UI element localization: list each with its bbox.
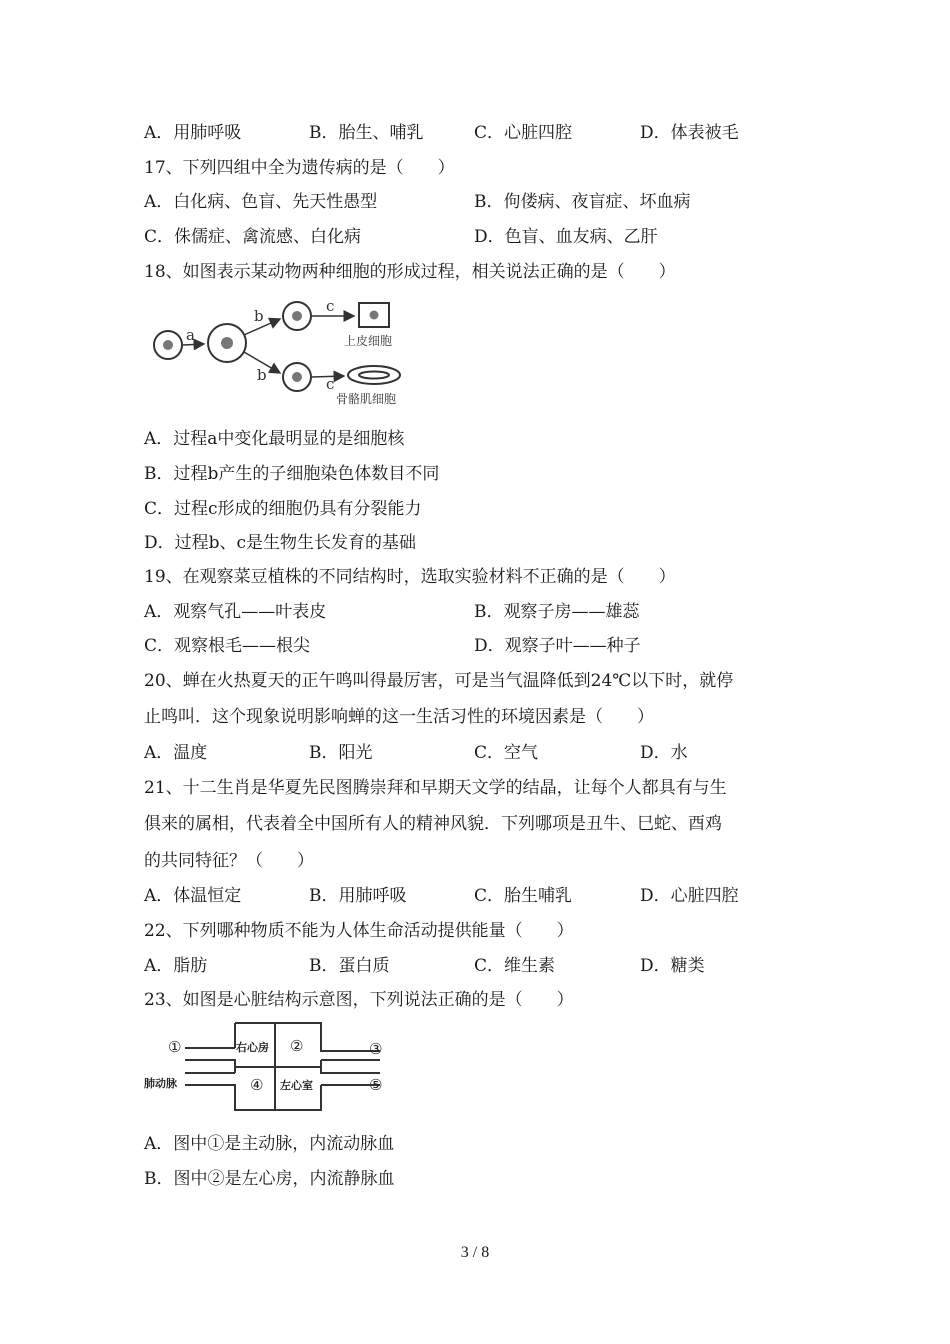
- label-pulmonary-artery: 肺动脉: [144, 1077, 177, 1090]
- q21-option-c: C．胎生哺乳: [474, 886, 573, 906]
- q23-option-b: B．图中②是左心房，内流静脉血: [144, 1169, 395, 1189]
- q17-option-b: B．佝偻病、夜盲症、坏血病: [474, 192, 691, 212]
- q21-stem-line3: 的共同特征？（ ）: [144, 851, 314, 871]
- q18-option-a: A．过程a中变化最明显的是细胞核: [144, 429, 405, 449]
- q18-option-d: D．过程b、c是生物生长发育的基础: [144, 533, 417, 553]
- q21-option-b: B．用肺呼吸: [309, 886, 407, 906]
- q19-stem: 19、在观察菜豆植株的不同结构时，选取实验材料不正确的是（ ）: [144, 567, 676, 587]
- q18-stem: 18、如图表示某动物两种细胞的形成过程，相关说法正确的是（ ）: [144, 262, 676, 282]
- label-epithelial-cell: 上皮细胞: [344, 334, 393, 348]
- q22-option-b: B．蛋白质: [309, 956, 390, 976]
- q17-option-c: C．侏儒症、禽流感、白化病: [144, 227, 362, 247]
- label-c-bottom: c: [326, 375, 335, 393]
- q16-option-a: A．用肺呼吸: [144, 123, 242, 143]
- q22-option-c: C．维生素: [474, 956, 556, 976]
- q18-option-b: B．过程b产生的子细胞染色体数目不同: [144, 464, 440, 484]
- q22-option-d: D．糖类: [640, 956, 705, 976]
- label-right-atrium: 右心房: [236, 1041, 269, 1054]
- q17-option-d: D．色盲、血友病、乙肝: [474, 227, 658, 247]
- q20-option-c: C．空气: [474, 743, 539, 763]
- q17-option-a: A．白化病、色盲、先天性愚型: [144, 192, 378, 212]
- q21-option-d: D．心脏四腔: [640, 886, 739, 906]
- heart-structure-diagram: [140, 1018, 390, 1116]
- label-b-bottom: b: [257, 366, 267, 384]
- page-number: 3 / 8: [460, 1244, 490, 1261]
- q16-option-b: B．胎生、哺乳: [309, 123, 424, 143]
- q20-option-d: D．水: [640, 743, 688, 763]
- q21-stem-line2: 俱来的属相，代表着全中国所有人的精神风貌．下列哪项是丑牛、巳蛇、酉鸡: [144, 814, 722, 834]
- q17-stem: 17、下列四组中全为遗传病的是（ ）: [144, 158, 455, 178]
- marker-2: ②: [290, 1037, 304, 1055]
- q20-stem-line2: 止鸣叫．这个现象说明影响蝉的这一生活习性的环境因素是（ ）: [144, 707, 654, 727]
- marker-3: ③: [369, 1040, 383, 1058]
- marker-1: ①: [168, 1038, 182, 1056]
- q23-option-a: A．图中①是主动脉，内流动脉血: [144, 1134, 395, 1154]
- q20-option-a: A．温度: [144, 743, 208, 763]
- q16-option-d: D．体表被毛: [640, 123, 739, 143]
- label-a: a: [186, 326, 195, 344]
- label-b-top: b: [254, 307, 264, 325]
- q20-option-b: B．阳光: [309, 743, 373, 763]
- q23-stem: 23、如图是心脏结构示意图，下列说法正确的是（ ）: [144, 990, 574, 1010]
- q19-option-d: D．观察子叶——种子: [474, 636, 641, 656]
- q20-stem-line1: 20、蝉在火热夏天的正午鸣叫得最厉害，可是当气温降低到24℃以下时，就停: [144, 671, 734, 691]
- label-c-top: c: [326, 297, 335, 315]
- q21-stem-line1: 21、十二生肖是华夏先民图腾崇拜和早期天文学的结晶，让每个人都具有与生: [144, 778, 727, 798]
- marker-4: ④: [250, 1076, 264, 1094]
- q22-option-a: A．脂肪: [144, 956, 208, 976]
- marker-5: ⑤: [369, 1076, 383, 1094]
- cell-differentiation-diagram: [146, 295, 436, 410]
- label-skeletal-muscle-cell: 骨骼肌细胞: [336, 392, 397, 406]
- q19-option-c: C．观察根毛——根尖: [144, 636, 311, 656]
- q22-stem: 22、下列哪种物质不能为人体生命活动提供能量（ ）: [144, 921, 574, 941]
- q19-option-b: B．观察子房——雄蕊: [474, 602, 640, 622]
- q16-option-c: C．心脏四腔: [474, 123, 573, 143]
- q19-option-a: A．观察气孔——叶表皮: [144, 602, 327, 622]
- label-left-ventricle: 左心室: [280, 1079, 313, 1092]
- q18-option-c: C．过程c形成的细胞仍具有分裂能力: [144, 499, 422, 519]
- q21-option-a: A．体温恒定: [144, 886, 242, 906]
